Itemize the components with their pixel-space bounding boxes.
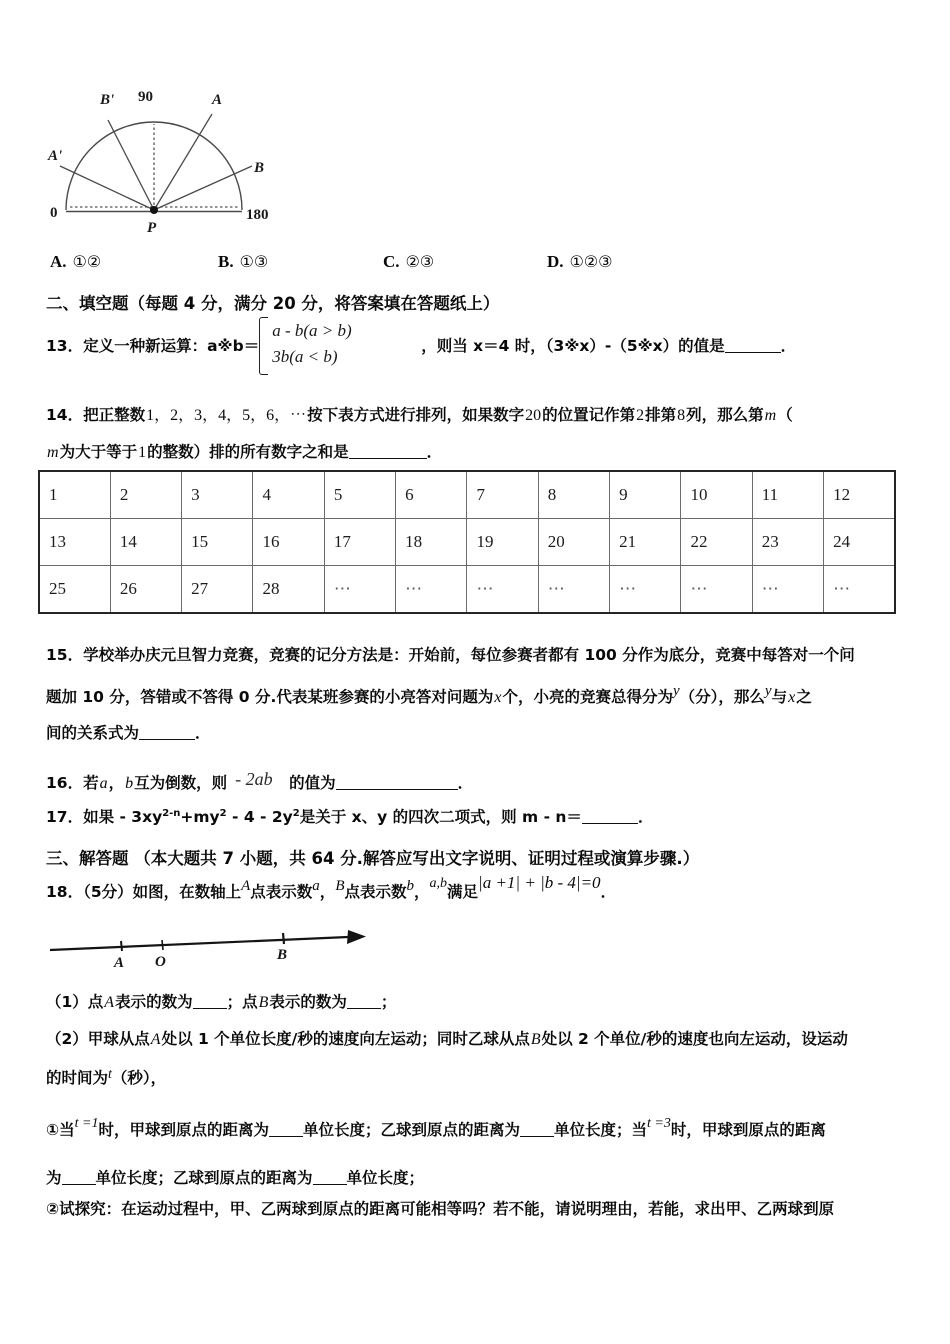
option-c-label: C. <box>383 252 400 271</box>
question-14 <box>46 398 926 472</box>
section-two-heading-wrap <box>46 288 906 320</box>
q15-l2e: 之 <box>796 687 812 706</box>
table-cell: 26 <box>110 566 181 614</box>
q14-l1e: 列，那么第 <box>686 406 764 424</box>
q17-text-c: - 4 - 2y <box>226 808 293 827</box>
question-17 <box>46 806 924 829</box>
table-cell: 4 <box>253 471 324 519</box>
table-cell: 18 <box>396 519 467 566</box>
protractor-label-0: 0 <box>50 205 58 221</box>
q15-line2 <box>46 674 924 717</box>
q14-l2a: 为大于等于 <box>59 442 138 461</box>
option-c[interactable] <box>383 252 434 272</box>
q18-p2c: 处以 2 个单位/秒的速度也向左运动，设运动 <box>541 1030 848 1048</box>
q18-p2b: 处以 1 个单位长度/秒的速度向左运动；同时乙球从点 <box>161 1030 530 1048</box>
q18-t-equals-1: t =1 <box>74 1116 99 1131</box>
q18-p1-point-a: A <box>104 994 115 1011</box>
q15-var-y: y <box>672 682 680 699</box>
table-cell: 7 <box>467 471 538 519</box>
number-line-figure <box>48 918 378 976</box>
q18-p4-line: ②试探究：在运动过程中，甲、乙两球到原点的距离可能相等吗？若不能，请说明理由，若能，求出甲、乙两球到原 <box>46 1200 835 1218</box>
option-d-label: D. <box>547 252 564 271</box>
q14-answer-blank[interactable] <box>349 458 427 459</box>
q16-var-a: a <box>99 775 108 792</box>
q16-answer-blank[interactable] <box>336 789 458 790</box>
q13-tail-1: ，则当 x＝4 时，（3※x）-（5※x）的值是 <box>421 337 725 355</box>
q18-p2-point-a: A <box>150 1031 161 1048</box>
q18-t-equals-3: t =3 <box>647 1116 671 1131</box>
q18-p2l2a: 的时间为 <box>46 1068 109 1087</box>
q18-p3-line2 <box>46 1161 924 1197</box>
q18-p2-line1 <box>46 1022 924 1059</box>
table-cell: ⋯ <box>610 566 681 614</box>
protractor-label-p: P <box>147 220 157 232</box>
q18-p1d: 表示的数为 <box>269 993 347 1011</box>
table-cell: 28 <box>253 566 324 614</box>
q18-p2-line2 <box>46 1059 924 1097</box>
protractor-label-b-prime: B' <box>100 92 115 108</box>
q15-l3b: ． <box>195 724 211 743</box>
table-cell: ⋯ <box>752 566 823 614</box>
option-a-choices: ①② <box>72 252 102 271</box>
table-row <box>39 471 895 519</box>
q17-exp-2: 2 <box>219 808 227 819</box>
q18-part-4 <box>46 1192 936 1228</box>
q18-p3-blank-1[interactable] <box>269 1136 303 1137</box>
q18-p1a: （1）点 <box>46 993 104 1011</box>
q18-p1-point-b: B <box>258 994 269 1011</box>
q13-lead: 13．定义一种新运算：a※b＝ <box>46 337 260 355</box>
q16-tail-b: ． <box>457 774 474 792</box>
option-b[interactable] <box>218 252 268 272</box>
q15-l2d: 与 <box>771 687 788 706</box>
q15-var-y2: y <box>764 682 772 699</box>
q18-p2l2b: （秒）， <box>111 1068 167 1087</box>
question-18 <box>46 870 924 904</box>
q17-exp-1: 2-n <box>162 808 181 819</box>
table-cell: 17 <box>324 519 395 566</box>
q14-line2 <box>46 435 926 472</box>
q16-tail-a: 的值为 <box>289 774 336 792</box>
protractor-label-90: 90 <box>138 89 153 105</box>
table-cell: 6 <box>396 471 467 519</box>
protractor-label-a-prime: A' <box>48 148 63 164</box>
table-cell: 21 <box>610 519 681 566</box>
q14-n8: 8 <box>677 407 686 424</box>
q16-line <box>46 769 924 796</box>
q17-line <box>46 806 924 829</box>
table-cell: 3 <box>182 471 253 519</box>
q14-n20: 20 <box>525 407 542 424</box>
q18-lead-e: ， <box>414 883 430 901</box>
table-cell: 2 <box>110 471 181 519</box>
q18-lead-f: 满足 <box>447 883 479 901</box>
q18-var-t: t <box>108 1066 112 1082</box>
q13-line <box>46 320 926 366</box>
q16-lead-b: ， <box>108 774 125 792</box>
q18-p1b: 表示的数为 <box>115 993 193 1011</box>
q16-expression: - 2ab <box>235 769 273 789</box>
q17-exp-3: 2 <box>292 808 300 819</box>
q15-l2b: 个，小亮的竞赛总得分为 <box>502 687 673 706</box>
numberline-label-o: O <box>155 954 166 970</box>
q18-p3e: 时，甲球到原点的距离 <box>670 1121 826 1139</box>
q18-var-a: a <box>312 878 320 894</box>
q17-answer-blank[interactable] <box>582 823 638 824</box>
table-cell: 5 <box>324 471 395 519</box>
table-cell: 9 <box>610 471 681 519</box>
table-cell: 27 <box>182 566 253 614</box>
q15-l2a: 题加 10 分，答错或不答得 0 分.代表某班参赛的小亮答对问题为 <box>46 687 494 706</box>
q18-vars-ab: a,b <box>429 876 448 891</box>
protractor-label-b: B <box>254 160 265 176</box>
q18-lead-a: 18．（5分）如图，在数轴上 <box>46 883 242 901</box>
q14-l2b: 的整数）排的所有数字之和是 <box>147 442 349 461</box>
q18-p2-point-b: B <box>530 1031 541 1048</box>
q18-p3b: 时，甲球到原点的距离为 <box>98 1121 269 1139</box>
table-cell: 16 <box>253 519 324 566</box>
q18-line <box>46 870 924 904</box>
q18-p2a: （2）甲球从点 <box>46 1030 150 1048</box>
q15-var-x2: x <box>788 688 796 706</box>
q13-piece-bottom: 3b(a < b) <box>272 346 338 366</box>
table-cell: 22 <box>681 519 752 566</box>
table-cell: 14 <box>110 519 181 566</box>
option-b-label: B. <box>218 252 234 271</box>
q14-line1 <box>46 398 926 435</box>
table-cell: ⋯ <box>538 566 609 614</box>
q14-l1a: 14．把正整数 <box>46 406 146 424</box>
q18-p3a: ①当 <box>46 1121 75 1139</box>
q14-l1b: 按下表方式进行排列，如果数字 <box>307 406 525 424</box>
q18-part-1 <box>46 985 924 1022</box>
table-cell: 23 <box>752 519 823 566</box>
q14-n1: 1 <box>138 443 147 461</box>
q18-p3-blank-3[interactable] <box>62 1184 96 1185</box>
q13-tail-2: ． <box>780 337 797 355</box>
q16-lead-a: 16．若 <box>46 774 99 792</box>
q14-var-m: m <box>764 407 777 424</box>
q18-var-b: b <box>406 878 414 894</box>
q18-lead-c: ， <box>319 883 336 901</box>
q13-answer-blank[interactable] <box>725 352 781 353</box>
q16-lead-c: 互为倒数，则 <box>134 774 228 792</box>
q18-lead-g: ． <box>600 883 617 901</box>
q18-lead-b: 点表示数 <box>250 883 313 901</box>
numberline-label-a: A <box>114 955 125 971</box>
q18-p1-blank-b[interactable] <box>347 1008 381 1009</box>
table-row <box>39 566 895 614</box>
q18-part-3 <box>46 1108 924 1196</box>
q18-p1-blank-a[interactable] <box>193 1008 227 1009</box>
q14-l2c: ． <box>426 442 443 461</box>
table-cell: 19 <box>467 519 538 566</box>
q15-answer-blank[interactable] <box>139 739 195 740</box>
answer-options-row <box>46 252 906 280</box>
table-cell: 24 <box>824 519 895 566</box>
table-cell: ⋯ <box>467 566 538 614</box>
number-arrangement-table <box>38 470 896 614</box>
q18-point-a: A <box>241 878 251 894</box>
q16-var-b: b <box>125 775 134 792</box>
section-three-heading: 三、解答题 （本大题共 7 小题，共 64 分.解答应写出文字说明、证明过程或演算步骤.） <box>46 849 700 868</box>
q15-line3 <box>46 716 924 752</box>
numberline-label-b: B <box>277 947 288 963</box>
table-cell: 1 <box>39 471 110 519</box>
q15-l2c: （分），那么 <box>679 687 765 706</box>
q18-p3l2a: 为 <box>46 1168 62 1187</box>
table-cell: 15 <box>182 519 253 566</box>
option-c-choices: ②③ <box>405 252 435 271</box>
q14-sequence: 1，2，3，4，5，6，⋯ <box>146 407 307 424</box>
table-cell: ⋯ <box>396 566 467 614</box>
table-cell: 8 <box>538 471 609 519</box>
table-cell: ⋯ <box>324 566 395 614</box>
q14-l1d: 排第 <box>645 406 677 424</box>
table-cell: 13 <box>39 519 110 566</box>
q15-var-x: x <box>494 688 502 706</box>
question-15 <box>46 638 924 752</box>
q18-p3d: 单位长度；当 <box>554 1121 648 1139</box>
table-cell: 20 <box>538 519 609 566</box>
q15-l3a: 间的关系式为 <box>46 724 140 743</box>
protractor-label-a: A <box>212 92 223 108</box>
q18-p3-blank-2[interactable] <box>520 1136 554 1137</box>
q13-piece-top: a - b(a > b) <box>272 320 352 340</box>
q14-l1c: 的位置记作第 <box>542 406 636 424</box>
q18-equation: |a +1| + |b - 4|=0 <box>478 873 601 892</box>
q18-p3c: 单位长度；乙球到原点的距离为 <box>302 1121 520 1139</box>
table-cell: 25 <box>39 566 110 614</box>
table-cell: ⋯ <box>681 566 752 614</box>
q15-line1: 15．学校举办庆元旦智力竞赛，竞赛的记分方法是：开始前，每位参赛者都有 100 分作为底分，竞赛中每答对一个问 <box>46 646 855 664</box>
option-a-label: A. <box>50 252 67 271</box>
q18-p1e: ； <box>380 993 397 1011</box>
piecewise-brace <box>259 317 268 375</box>
table-row <box>39 519 895 566</box>
question-13 <box>46 320 926 366</box>
q14-var-m2: m <box>47 443 59 461</box>
q17-text-d: 是关于 x、y 的四次二项式，则 m - n＝ <box>299 808 582 827</box>
q17-text-b: +my <box>180 808 220 827</box>
q18-p1c: ；点 <box>226 993 258 1011</box>
option-d[interactable] <box>547 252 612 272</box>
table-cell: 11 <box>752 471 823 519</box>
protractor-label-180: 180 <box>246 207 269 223</box>
question-16 <box>46 769 924 796</box>
option-d-choices: ①②③ <box>569 252 613 271</box>
q14-n2: 2 <box>636 407 645 424</box>
table-cell: 10 <box>681 471 752 519</box>
q18-p3l2b: 单位长度；乙球到原点的距离为 <box>95 1168 313 1187</box>
table-cell: 12 <box>824 471 895 519</box>
q18-p3-blank-4[interactable] <box>313 1184 347 1185</box>
option-b-choices: ①③ <box>239 252 269 271</box>
q18-p3-line1 <box>46 1108 924 1149</box>
q14-l1f: （ <box>777 406 793 424</box>
q18-point-b: B <box>335 878 345 894</box>
q18-part-2 <box>46 1022 924 1096</box>
q18-p1-line <box>46 985 924 1022</box>
option-a[interactable] <box>50 252 101 272</box>
q18-p3l2c: 单位长度； <box>346 1168 425 1187</box>
q18-lead-d: 点表示数 <box>344 883 407 901</box>
section-two-heading: 二、填空题（每题 4 分，满分 20 分，将答案填在答题纸上） <box>46 294 500 313</box>
q17-text-a: 17．如果 - 3xy <box>46 808 163 827</box>
table-cell: ⋯ <box>824 566 895 614</box>
protractor-figure <box>46 62 296 232</box>
q17-text-e: ． <box>637 808 654 827</box>
